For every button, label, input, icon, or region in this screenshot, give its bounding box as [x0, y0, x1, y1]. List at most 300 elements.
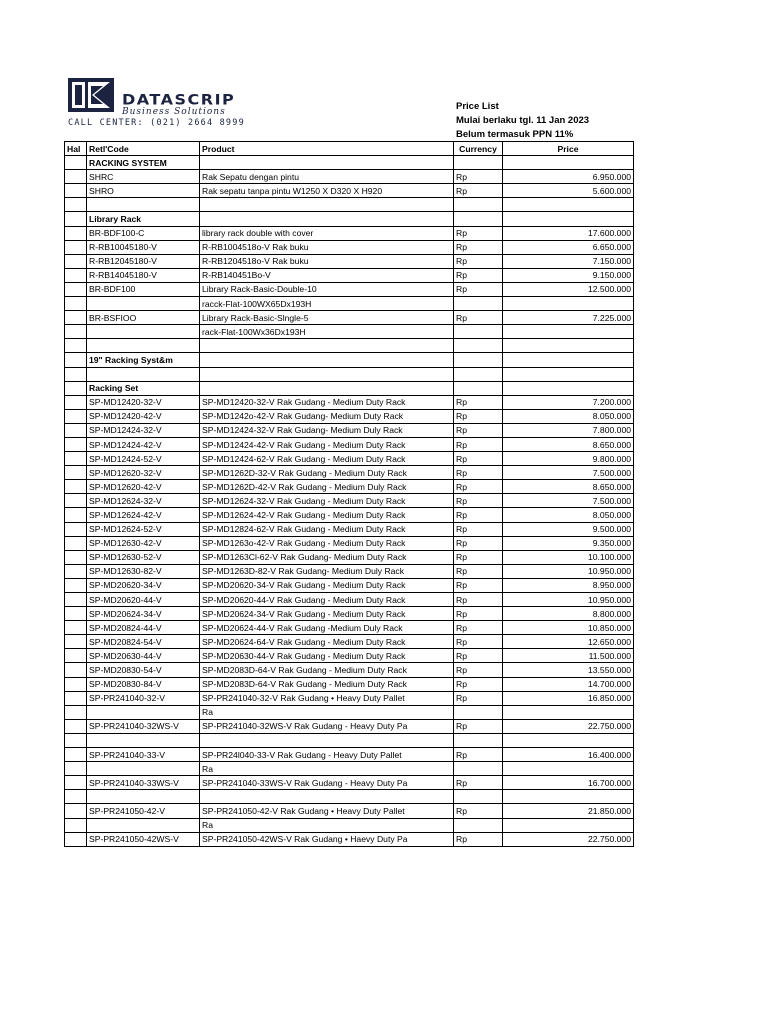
row-code-cell [87, 762, 200, 776]
row-product-cell: SP-MD12424-42-V Rak Gudang - Medium Duty Rack [200, 437, 454, 451]
row-price-cell [503, 705, 634, 719]
row-product-cell: R-RB140451Bo-V [200, 268, 454, 282]
row-hal-cell [65, 536, 87, 550]
row-currency-cell: Rp [454, 593, 503, 607]
row-product-cell: SP-PR24l040-33-V Rak Gudang - Heavy Duty Pallet [200, 748, 454, 762]
table-row [65, 409, 634, 423]
row-code-cell: SP-PR241040-33-V [87, 748, 200, 762]
table-row [65, 719, 634, 733]
row-code-cell: SP-MD12424-32-V [87, 423, 200, 437]
table-row [65, 705, 634, 719]
row-currency-cell: Rp [454, 254, 503, 268]
row-currency-cell: Rp [454, 466, 503, 480]
table-row [65, 170, 634, 184]
row-product-cell: SP-MD1263o-42-V Rak Gudang - Medium Duty Rack [200, 536, 454, 550]
row-price-cell [503, 212, 634, 226]
row-currency-cell: Rp [454, 409, 503, 423]
row-code-cell: R-RB14045180-V [87, 268, 200, 282]
row-code-cell: SP-PR241050-42-V [87, 804, 200, 818]
row-product-cell: SP-PR241050-42WS-V Rak Gudang • Haevy Duty Pa [200, 832, 454, 846]
row-hal-cell [65, 268, 87, 282]
row-code-cell: SP-MD12630-42-V [87, 536, 200, 550]
row-code-cell: SP-MD12620-42-V [87, 480, 200, 494]
table-row [65, 564, 634, 578]
row-code-cell: SP-MD20624-34-V [87, 607, 200, 621]
table-row [65, 607, 634, 621]
row-code-cell [87, 705, 200, 719]
row-price-cell: 8.050.000 [503, 508, 634, 522]
table-row [65, 395, 634, 409]
row-product-cell: SP-MD2083D-64-V Rak Gudang - Medium Duty Rack [200, 663, 454, 677]
row-currency-cell [454, 790, 503, 804]
row-hal-cell [65, 522, 87, 536]
row-product-cell: SP-MD2083D-64-V Rak Gudang - Medium Duty Rack [200, 677, 454, 691]
row-code-cell: SP-MD12424-42-V [87, 437, 200, 451]
table-row [65, 494, 634, 508]
row-product-cell: SP-MD12824-62-V Rak Gudang - Medium Duty Rack [200, 522, 454, 536]
row-price-cell: 12.650.000 [503, 635, 634, 649]
row-price-cell: 7.500.000 [503, 494, 634, 508]
row-currency-cell: Rp [454, 607, 503, 621]
table-row [65, 776, 634, 790]
row-product-cell [200, 733, 454, 747]
row-currency-cell [454, 297, 503, 311]
row-product-cell: SP-MD1242o-42-V Rak Gudang- Medium Duty Rack [200, 409, 454, 423]
row-hal-cell [65, 297, 87, 311]
row-product-cell: library rack double with cover [200, 226, 454, 240]
company-tagline: Business Solutions [122, 107, 226, 117]
row-product-cell: SP-MD12624-42-V Rak Gudang - Medium Duty Rack [200, 508, 454, 522]
section-row [65, 353, 634, 367]
table-row [65, 282, 634, 296]
table-row [65, 593, 634, 607]
row-code-cell: SP-MD12624-52-V [87, 522, 200, 536]
row-currency-cell: Rp [454, 621, 503, 635]
table-row [65, 748, 634, 762]
row-price-cell: 22.750.000 [503, 832, 634, 846]
row-code-cell: SP-MD20824-54-V [87, 635, 200, 649]
row-currency-cell: Rp [454, 691, 503, 705]
row-currency-cell: Rp [454, 508, 503, 522]
row-price-cell [503, 339, 634, 353]
row-currency-cell: Rp [454, 649, 503, 663]
row-price-cell: 10.950.000 [503, 593, 634, 607]
row-currency-cell: Rp [454, 663, 503, 677]
row-hal-cell [65, 325, 87, 339]
row-code-cell: SP-PR241040-32WS-V [87, 719, 200, 733]
row-price-cell: 22.750.000 [503, 719, 634, 733]
row-currency-cell: Rp [454, 452, 503, 466]
row-product-cell: Rak sepatu tanpa pintu W1250 X D320 X H920 [200, 184, 454, 198]
row-code-cell: SP-PR241040-32-V [87, 691, 200, 705]
row-price-cell: 7.500.000 [503, 466, 634, 480]
row-hal-cell [65, 282, 87, 296]
row-code-cell: SP-MD12624-32-V [87, 494, 200, 508]
row-price-cell [503, 733, 634, 747]
row-product-cell: SP-MD12420-32-V Rak Gudang - Medium Duty Rack [200, 395, 454, 409]
row-product-cell: SP-MD12624-32-V Rak Gudang - Medium Duty Rack [200, 494, 454, 508]
row-currency-cell: Rp [454, 282, 503, 296]
row-hal-cell [65, 649, 87, 663]
row-currency-cell: Rp [454, 522, 503, 536]
row-product-cell: R-RB1004518o-V Rak buku [200, 240, 454, 254]
row-currency-cell [454, 198, 503, 212]
row-code-cell: SP-MD12630-52-V [87, 550, 200, 564]
row-code-cell: RACKING SYSTEM [87, 156, 200, 170]
row-code-cell: SP-MD20620-44-V [87, 593, 200, 607]
row-code-cell: SP-MD12420-42-V [87, 409, 200, 423]
row-product-cell: Ra [200, 705, 454, 719]
row-hal-cell [65, 550, 87, 564]
table-row [65, 621, 634, 635]
table-row [65, 339, 634, 353]
row-price-cell: 9.350.000 [503, 536, 634, 550]
row-hal-cell [65, 691, 87, 705]
row-hal-cell [65, 663, 87, 677]
row-hal-cell [65, 409, 87, 423]
row-price-cell: 10.850.000 [503, 621, 634, 635]
row-product-cell: SP-MD1262D-42-V Rak Gudang - Medium Duly Rack [200, 480, 454, 494]
row-code-cell: R-RB12045180-V [87, 254, 200, 268]
row-hal-cell [65, 381, 87, 395]
row-price-cell: 5.600.000 [503, 184, 634, 198]
row-currency-cell: Rp [454, 184, 503, 198]
row-price-cell: 7.200.000 [503, 395, 634, 409]
row-hal-cell [65, 733, 87, 747]
row-price-cell: 8.050.000 [503, 409, 634, 423]
row-hal-cell [65, 395, 87, 409]
row-price-cell: 11.500.000 [503, 649, 634, 663]
row-code-cell [87, 297, 200, 311]
row-product-cell [200, 367, 454, 381]
row-code-cell [87, 367, 200, 381]
row-product-cell: Rak Sepatu dengan pintu [200, 170, 454, 184]
row-price-cell: 7.225.000 [503, 311, 634, 325]
table-row [65, 184, 634, 198]
row-product-cell: Library Rack-Basic-Slngle-5 [200, 311, 454, 325]
row-product-cell: SP-PR241040-32WS-V Rak Gudang - Heavy Duty Pa [200, 719, 454, 733]
row-hal-cell [65, 423, 87, 437]
row-code-cell: 19" Racking Syst&m [87, 353, 200, 367]
row-price-cell [503, 297, 634, 311]
row-price-cell: 9.150.000 [503, 268, 634, 282]
row-currency-cell: Rp [454, 776, 503, 790]
row-price-cell: 7.800.000 [503, 423, 634, 437]
row-price-cell: 10.950.000 [503, 564, 634, 578]
table-row [65, 268, 634, 282]
row-price-cell [503, 790, 634, 804]
row-hal-cell [65, 635, 87, 649]
row-hal-cell [65, 198, 87, 212]
row-currency-cell: Rp [454, 423, 503, 437]
price-list-info [456, 100, 589, 142]
row-price-cell: 9.800.000 [503, 452, 634, 466]
row-code-cell [87, 790, 200, 804]
row-hal-cell [65, 212, 87, 226]
row-price-cell: 16.850.000 [503, 691, 634, 705]
table-row [65, 578, 634, 592]
row-code-cell: SHRC [87, 170, 200, 184]
row-price-cell [503, 367, 634, 381]
row-currency-cell [454, 367, 503, 381]
row-product-cell [200, 353, 454, 367]
table-row [65, 311, 634, 325]
row-price-cell: 17.600.000 [503, 226, 634, 240]
row-currency-cell: Rp [454, 170, 503, 184]
row-currency-cell: Rp [454, 437, 503, 451]
row-code-cell: SP-MD12630-82-V [87, 564, 200, 578]
table-row [65, 452, 634, 466]
table-row [65, 254, 634, 268]
row-currency-cell [454, 381, 503, 395]
row-currency-cell: Rp [454, 536, 503, 550]
row-hal-cell [65, 353, 87, 367]
row-hal-cell [65, 762, 87, 776]
row-currency-cell: Rp [454, 578, 503, 592]
header-code: Retl'Code [87, 142, 200, 156]
row-code-cell [87, 198, 200, 212]
row-currency-cell [454, 212, 503, 226]
row-product-cell: SP-MD20624-44-V Rak Gudang -Medium Duly Rack [200, 621, 454, 635]
row-price-cell [503, 762, 634, 776]
row-code-cell: Library Rack [87, 212, 200, 226]
row-product-cell [200, 381, 454, 395]
row-product-cell: SP-MD12424-32-V Rak Gudang- Medium Duly Rack [200, 423, 454, 437]
row-currency-cell [454, 733, 503, 747]
row-price-cell: 8.800.000 [503, 607, 634, 621]
row-price-cell: 6.650.000 [503, 240, 634, 254]
row-product-cell: SP-MD20620-44-V Rak Gudang - Medium Duty Rack [200, 593, 454, 607]
header-price: Price [503, 142, 634, 156]
row-currency-cell [454, 818, 503, 832]
row-currency-cell: Rp [454, 494, 503, 508]
row-currency-cell: Rp [454, 635, 503, 649]
row-hal-cell [65, 156, 87, 170]
row-product-cell: SP-MD12424-62-V Rak Gudang - Medium Duty Rack [200, 452, 454, 466]
price-table [64, 141, 634, 847]
row-product-cell: racck-Flat-100WX65Dx193H [200, 297, 454, 311]
row-hal-cell [65, 804, 87, 818]
row-price-cell: 10.100.000 [503, 550, 634, 564]
table-header [65, 142, 634, 156]
row-hal-cell [65, 367, 87, 381]
row-product-cell: Ra [200, 762, 454, 776]
price-list-title: Price List [456, 101, 499, 112]
row-product-cell: SP-MD1263Cl-62-V Rak Gudang- Medium Duty Rack [200, 550, 454, 564]
call-center: CALL CENTER: (021) 2664 8999 [68, 118, 245, 128]
row-product-cell: SP-MD1262D-32-V Rak Gudang - Medium Duty Rack [200, 466, 454, 480]
row-hal-cell [65, 593, 87, 607]
row-product-cell: SP-PR241040-33WS-V Rak Gudang - Heavy Duty Pa [200, 776, 454, 790]
table-row [65, 790, 634, 804]
row-hal-cell [65, 508, 87, 522]
row-currency-cell: Rp [454, 748, 503, 762]
row-price-cell [503, 381, 634, 395]
table-row [65, 240, 634, 254]
effective-date: Mulai berlaku tgl. 11 Jan 2023 [456, 115, 590, 126]
row-code-cell: SP-MD12624-42-V [87, 508, 200, 522]
row-hal-cell [65, 226, 87, 240]
row-hal-cell [65, 170, 87, 184]
row-code-cell [87, 818, 200, 832]
row-hal-cell [65, 818, 87, 832]
row-hal-cell [65, 339, 87, 353]
table-row [65, 466, 634, 480]
row-hal-cell [65, 578, 87, 592]
row-price-cell: 7.150.000 [503, 254, 634, 268]
row-price-cell [503, 198, 634, 212]
row-price-cell: 12.500.000 [503, 282, 634, 296]
row-hal-cell [65, 790, 87, 804]
row-currency-cell: Rp [454, 804, 503, 818]
header-product: Product [200, 142, 454, 156]
row-product-cell: rack-Flat-100Wx36Dx193H [200, 325, 454, 339]
row-price-cell: 16.400.000 [503, 748, 634, 762]
table-row [65, 325, 634, 339]
row-hal-cell [65, 564, 87, 578]
header-currency: Currency [454, 142, 503, 156]
row-price-cell [503, 818, 634, 832]
row-code-cell: SP-MD12424-52-V [87, 452, 200, 466]
row-currency-cell [454, 353, 503, 367]
row-product-cell: Ra [200, 818, 454, 832]
row-code-cell: SP-MD20830-84-V [87, 677, 200, 691]
row-hal-cell [65, 480, 87, 494]
row-price-cell: 21.850.000 [503, 804, 634, 818]
row-hal-cell [65, 621, 87, 635]
table-row [65, 508, 634, 522]
row-hal-cell [65, 184, 87, 198]
row-currency-cell: Rp [454, 719, 503, 733]
row-price-cell [503, 325, 634, 339]
row-currency-cell: Rp [454, 226, 503, 240]
row-hal-cell [65, 494, 87, 508]
row-code-cell: BR-BDF100-C [87, 226, 200, 240]
table-row [65, 198, 634, 212]
row-product-cell: R-RB1204518o-V Rak buku [200, 254, 454, 268]
tax-note: Belum termasuk PPN 11% [456, 129, 574, 140]
company-name: DATASCRIP [122, 90, 236, 109]
row-hal-cell [65, 832, 87, 846]
table-row [65, 550, 634, 564]
row-product-cell: SP-MD20624-34-V Rak Gudang - Medium Duty Rack [200, 607, 454, 621]
row-code-cell: Racking Set [87, 381, 200, 395]
row-currency-cell: Rp [454, 677, 503, 691]
row-hal-cell [65, 311, 87, 325]
table-row [65, 522, 634, 536]
row-price-cell [503, 353, 634, 367]
row-currency-cell: Rp [454, 395, 503, 409]
row-product-cell: SP-MD1263D-82-V Rak Gudang- Medium Duly Rack [200, 564, 454, 578]
row-hal-cell [65, 748, 87, 762]
row-currency-cell [454, 325, 503, 339]
row-price-cell: 8.950.000 [503, 578, 634, 592]
row-currency-cell: Rp [454, 480, 503, 494]
row-currency-cell [454, 705, 503, 719]
table-row [65, 818, 634, 832]
table-row [65, 677, 634, 691]
row-currency-cell: Rp [454, 240, 503, 254]
row-code-cell [87, 339, 200, 353]
row-product-cell: SP-PR241050-42-V Rak Gudang • Heavy Duty Pallet [200, 804, 454, 818]
row-price-cell: 8.650.000 [503, 480, 634, 494]
row-price-cell: 13.550.000 [503, 663, 634, 677]
row-code-cell [87, 733, 200, 747]
row-product-cell: SP-MD20620-34-V Rak Gudang - Medium Duty Rack [200, 578, 454, 592]
table-row [65, 832, 634, 846]
row-currency-cell: Rp [454, 832, 503, 846]
table-row [65, 762, 634, 776]
row-code-cell: SP-PR241050-42WS-V [87, 832, 200, 846]
row-price-cell: 6.950.000 [503, 170, 634, 184]
row-product-cell [200, 339, 454, 353]
row-code-cell: R-RB10045180-V [87, 240, 200, 254]
table-row [65, 733, 634, 747]
row-currency-cell: Rp [454, 550, 503, 564]
row-code-cell: BR-BSFIOO [87, 311, 200, 325]
row-hal-cell [65, 719, 87, 733]
row-currency-cell [454, 339, 503, 353]
table-row [65, 480, 634, 494]
row-price-cell [503, 156, 634, 170]
table-row [65, 536, 634, 550]
table-row [65, 691, 634, 705]
row-hal-cell [65, 240, 87, 254]
row-price-cell: 14.700.000 [503, 677, 634, 691]
row-hal-cell [65, 776, 87, 790]
table-row [65, 437, 634, 451]
row-product-cell: SP-PR241040-32-V Rak Gudang • Heavy Duty Pallet [200, 691, 454, 705]
row-currency-cell [454, 762, 503, 776]
section-row [65, 381, 634, 395]
row-product-cell [200, 156, 454, 170]
table-row [65, 297, 634, 311]
datascrip-logo-icon [68, 78, 114, 112]
table-row [65, 367, 634, 381]
row-code-cell: SP-MD12420-32-V [87, 395, 200, 409]
row-currency-cell [454, 156, 503, 170]
row-hal-cell [65, 437, 87, 451]
header-hal: Hal [65, 142, 87, 156]
row-product-cell: SP-MD20624-64-V Rak Gudang - Medium Duty Rack [200, 635, 454, 649]
row-hal-cell [65, 607, 87, 621]
row-currency-cell: Rp [454, 564, 503, 578]
section-row [65, 156, 634, 170]
row-code-cell: SP-MD20830-54-V [87, 663, 200, 677]
row-code-cell: SHRO [87, 184, 200, 198]
row-code-cell: SP-MD12620-32-V [87, 466, 200, 480]
row-product-cell: SP-MD20630-44-V Rak Gudang - Medium Duty Rack [200, 649, 454, 663]
row-currency-cell: Rp [454, 311, 503, 325]
row-product-cell [200, 790, 454, 804]
row-currency-cell: Rp [454, 268, 503, 282]
row-code-cell: SP-MD20824-44-V [87, 621, 200, 635]
row-price-cell: 9.500.000 [503, 522, 634, 536]
row-product-cell [200, 198, 454, 212]
row-code-cell [87, 325, 200, 339]
row-hal-cell [65, 466, 87, 480]
table-row [65, 423, 634, 437]
row-hal-cell [65, 254, 87, 268]
row-hal-cell [65, 452, 87, 466]
row-price-cell: 16.700.000 [503, 776, 634, 790]
row-code-cell: SP-PR241040-33WS-V [87, 776, 200, 790]
row-code-cell: SP-MD20630-44-V [87, 649, 200, 663]
row-code-cell: SP-MD20620-34-V [87, 578, 200, 592]
row-hal-cell [65, 705, 87, 719]
table-row [65, 635, 634, 649]
table-row [65, 226, 634, 240]
